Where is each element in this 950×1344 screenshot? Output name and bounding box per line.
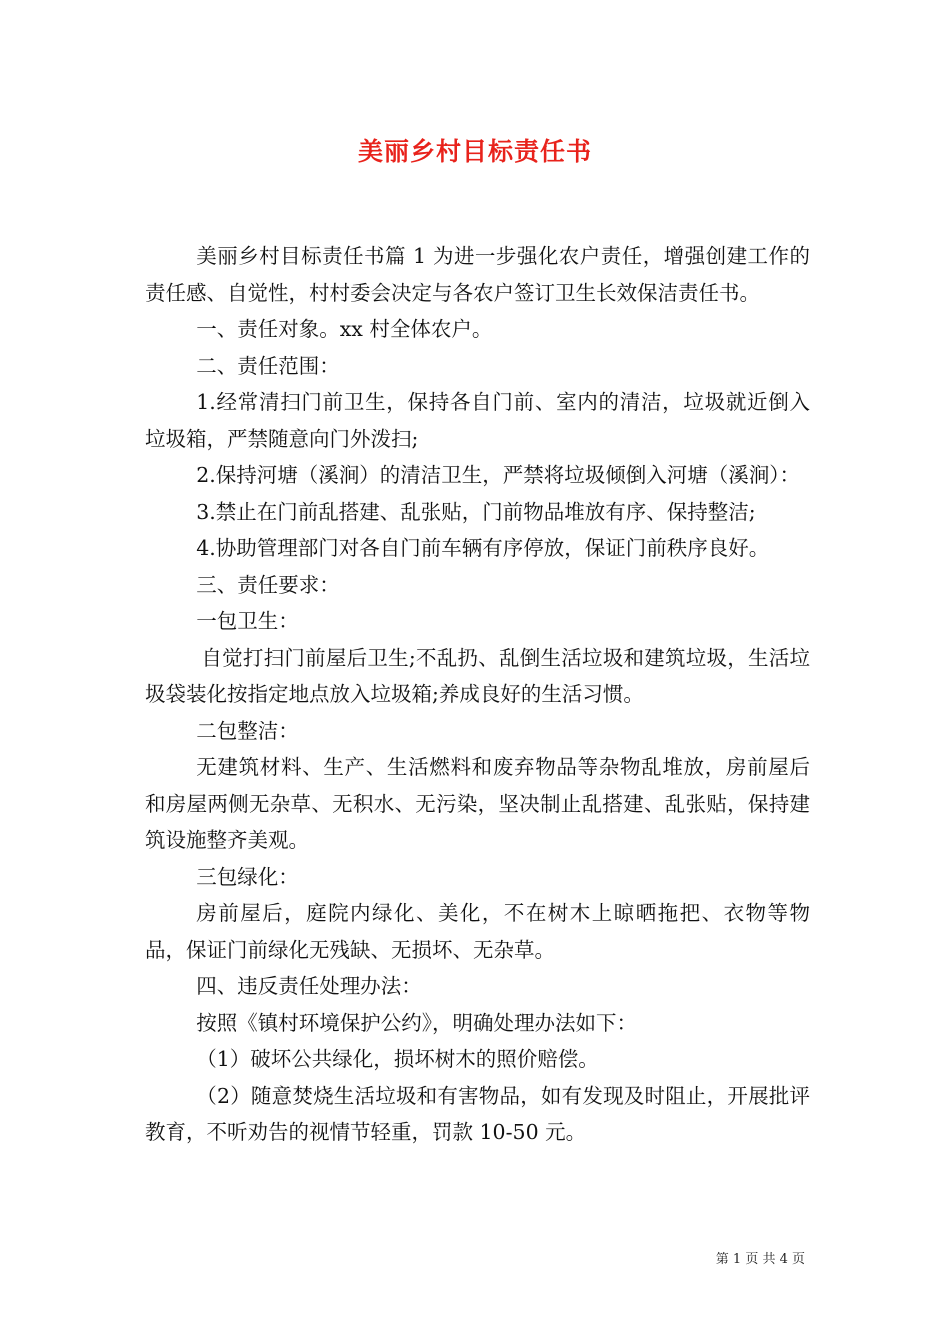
page-number-footer: 第 1 页 共 4 页 <box>715 1252 805 1267</box>
paragraph-tidy-heading: 二包整洁： <box>196 718 299 743</box>
paragraph-item-2: 2.保持河塘（溪涧）的清洁卫生，严禁将垃圾倾倒入河塘（溪涧）： <box>196 463 801 487</box>
paragraph-tidy-body: 无建筑材料、生产、生活燃料和废弃物品等杂物乱堆放，房前屋后和房屋两侧无杂草、无积水、无污染，坚决制止乱搭建、乱张贴，保持建筑设施整齐美观。 <box>145 755 810 852</box>
paragraph-penalty-1: （1）破坏公共绿化，损坏树木的照价赔偿。 <box>196 1047 599 1071</box>
paragraph-penalty-2: （2）随意焚烧生活垃圾和有害物品，如有发现及时阻止，开展批评教育，不听劝告的视情节轻重，罚款 10-50 元。 <box>145 1083 810 1144</box>
paragraph-section-4-heading: 四、违反责任处理办法： <box>196 974 422 998</box>
paragraph-item-4: 4.协助管理部门对各自门前车辆有序停放，保证门前秩序良好。 <box>196 536 770 560</box>
paragraph-section-1: 一、责任对象。xx 村全体农户。 <box>196 317 493 341</box>
paragraph-section-4-intro: 按照《镇村环境保护公约》，明确处理办法如下： <box>196 1010 637 1035</box>
paragraph-section-2-heading: 二、责任范围： <box>196 353 340 378</box>
paragraph-hygiene-heading: 一包卫生： <box>196 609 299 633</box>
document-body <box>145 238 810 1151</box>
paragraph-greening-heading: 三包绿化： <box>196 864 299 889</box>
paragraph-greening-body: 房前屋后，庭院内绿化、美化，不在树木上晾晒拖把、衣物等物品，保证门前绿化无残缺、无损坏、无杂草。 <box>145 901 810 962</box>
document-title: 美丽乡村目标责任书 <box>357 137 592 166</box>
paragraph-hygiene-body: 自觉打扫门前屋后卫生;不乱扔、乱倒生活垃圾和建筑垃圾，生活垃圾袋装化按指定地点放入垃圾箱;养成良好的生活习惯。 <box>145 645 810 706</box>
paragraph-item-3: 3.禁止在门前乱搭建、乱张贴，门前物品堆放有序、保持整洁; <box>196 499 756 524</box>
paragraph-item-1: 1.经常清扫门前卫生，保持各自门前、室内的清洁，垃圾就近倒入垃圾箱，严禁随意向门外泼扫; <box>145 390 810 451</box>
paragraph-intro: 美丽乡村目标责任书篇 1 为进一步强化农户责任，增强创建工作的责任感、自觉性，村村委会决定与各农户签订卫生长效保洁责任书。 <box>145 244 810 305</box>
paragraph-section-3-heading: 三、责任要求： <box>196 572 340 597</box>
